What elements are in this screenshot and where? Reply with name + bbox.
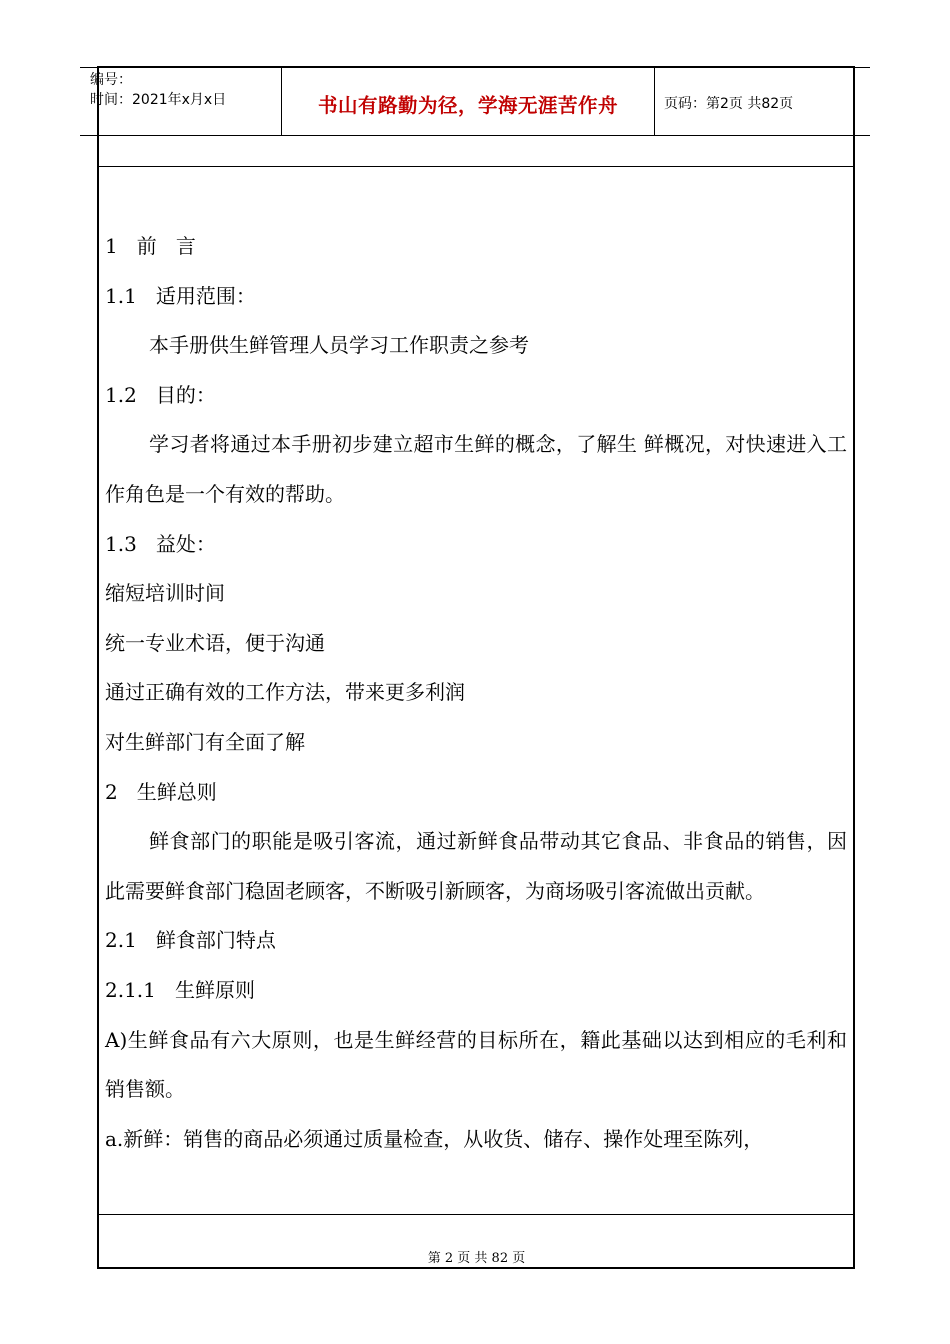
heading-1: 1 前 言 [105, 234, 196, 258]
page-footer [98, 1247, 855, 1266]
frame-right-border [853, 66, 855, 1269]
paragraph-scope: 本手册供生鲜管理人员学习工作职责之参考 [149, 333, 529, 358]
heading-2: 2 生鲜总则 [105, 779, 217, 804]
document-body [105, 222, 847, 1164]
heading-1-1: 1.1 适用范围： [105, 283, 256, 308]
heading-2-1: 2.1 鲜食部门特点 [105, 928, 276, 953]
paragraph-general: 鲜食部门的职能是吸引客流，通过新鲜食品带动其它食品、非食品的销售，因此需要鲜食部门稳固老顾客，不断吸引新顾客，为商场吸引客流做出贡献。 [105, 829, 847, 903]
header-page-info: 页码：第2页 共82页 [664, 96, 794, 112]
heading-1-2: 1.2 目的： [105, 382, 216, 407]
content-top-rule [97, 166, 855, 167]
header-divider-right [654, 67, 655, 136]
header-date: 时间：2021年x月x日 [90, 92, 227, 108]
benefit-item: 统一专业术语，便于沟通 [105, 630, 325, 655]
paragraph-purpose: 学习者将通过本手册初步建立超市生鲜的概念，了解生 鲜概况，对快速进入工作角色是一个有效的帮助。 [105, 432, 847, 506]
paragraph-fresh: a.新鲜：销售的商品必须通过质量检查，从收货、储存、操作处理至陈列， [105, 1126, 764, 1151]
content-bottom-rule [97, 1214, 855, 1215]
benefit-item: 缩短培训时间 [105, 581, 225, 606]
header-info [90, 70, 226, 110]
header-bottom-rule [80, 135, 870, 136]
paragraph-principles: A)生鲜食品有六大原则，也是生鲜经营的目标所在，籍此基础以达到相应的毛利和销售额。 [105, 1027, 847, 1102]
footer-page-number: 第 2 页 共 82 页 [427, 1251, 526, 1266]
heading-1-3: 1.3 益处： [105, 531, 216, 556]
benefit-item: 通过正确有效的工作方法，带来更多利润 [105, 680, 465, 705]
benefit-item: 对生鲜部门有全面了解 [105, 729, 305, 754]
heading-2-1-1: 2.1.1 生鲜原则 [105, 977, 255, 1002]
frame-bottom-border [97, 1267, 855, 1269]
header-number-label: 编号： [90, 72, 132, 88]
header-motto: 书山有路勤为径，学海无涯苦作舟 [317, 94, 618, 117]
frame-left-border [97, 66, 99, 1269]
frame-top-border [97, 66, 854, 68]
